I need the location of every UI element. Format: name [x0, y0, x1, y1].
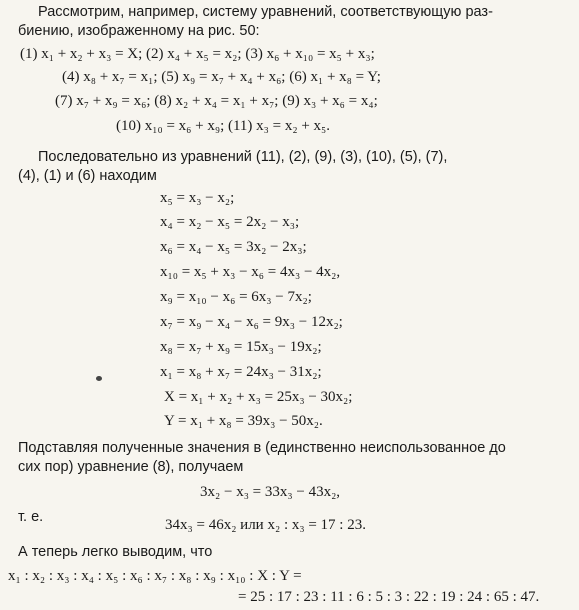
solution-x10: x₁₀ = x₅ + x₃ − x₆ = 4x₃ − 4x₂,	[160, 264, 341, 280]
solution-x1: x₁ = x₈ + x₇ = 24x₃ − 31x₂;	[160, 364, 322, 380]
system-row-4: (10) x₁₀ = x₆ + x₉; (11) x₃ = x₂ + x₅.	[116, 118, 331, 134]
derive-line: А теперь легко выводим, что	[18, 544, 213, 560]
ie-label: т. е.	[18, 509, 44, 525]
system-row-1: (1) x₁ + x₂ + x₃ = X; (2) x₄ + x₅ = x₂; (3) x₆ + x₁₀ = x₅ + x₃;	[20, 46, 375, 62]
solution-x5: x₅ = x₃ − x₂;	[160, 190, 235, 206]
sequence-line-1: Последовательно из уравнений (11), (2), (9), (3), (10), (5), (7),	[38, 149, 448, 165]
solution-x8: x₈ = x₇ + x₉ = 15x₃ − 19x₂;	[160, 339, 322, 355]
solution-X: X = x₁ + x₂ + x₃ = 25x₃ − 30x₂;	[164, 389, 353, 405]
system-row-2: (4) x₈ + x₇ = x₁; (5) x₉ = x₇ + x₄ + x₆; (6) x₁ + x₈ = Y;	[62, 69, 381, 85]
final-ratio-line-1: x₁ : x₂ : x₃ : x₄ : x₅ : x₆ : x₇ : x₈ : x₉ : x₁₀ : X : Y =	[8, 568, 302, 584]
intro-line-2: биению, изображенному на рис. 50:	[18, 23, 260, 39]
ink-speck	[96, 376, 102, 381]
solution-x7: x₇ = x₉ − x₄ − x₆ = 9x₃ − 12x₂;	[160, 314, 343, 330]
intro-line-1: Рассмотрим, например, систему уравнений, соответствующую раз-	[38, 4, 493, 20]
substitute-line-1: Подставляя полученные значения в (единственно неиспользованное до	[18, 440, 506, 456]
ratio-equation: 34x₃ = 46x₂ или x₂ : x₃ = 17 : 23.	[165, 517, 366, 533]
system-row-3: (7) x₇ + x₉ = x₆; (8) x₂ + x₄ = x₁ + x₇; (9) x₃ + x₆ = x₄;	[55, 93, 378, 109]
substitute-line-2: сих пор) уравнение (8), получаем	[18, 459, 244, 475]
equation-8-substituted: 3x₂ − x₃ = 33x₃ − 43x₂,	[200, 484, 341, 500]
final-ratio-line-2: = 25 : 17 : 23 : 11 : 6 : 5 : 3 : 22 : 19 : 24 : 65 : 47.	[238, 589, 540, 605]
solution-Y: Y = x₁ + x₈ = 39x₃ − 50x₂.	[164, 413, 323, 429]
solution-x9: x₉ = x₁₀ − x₆ = 6x₃ − 7x₂;	[160, 289, 312, 305]
sequence-line-2: (4), (1) и (6) находим	[18, 168, 157, 184]
solution-x6: x₆ = x₄ − x₅ = 3x₂ − 2x₃;	[160, 239, 307, 255]
solution-x4: x₄ = x₂ − x₅ = 2x₂ − x₃;	[160, 214, 300, 230]
